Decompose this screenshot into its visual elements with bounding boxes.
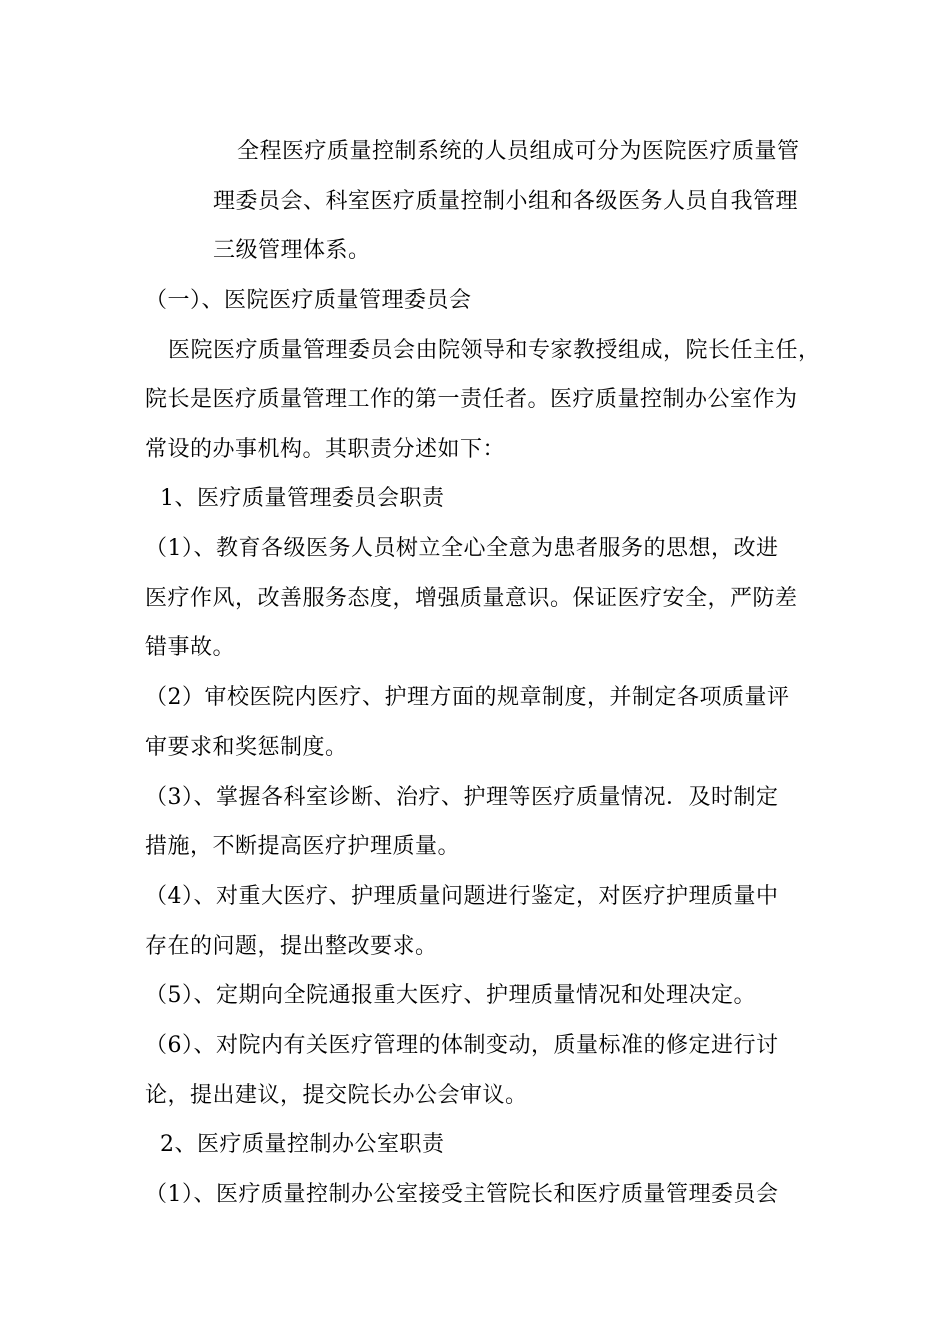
item-3-line-2: 措施，不断提高医疗护理质量。 [145,834,461,859]
item-6-line-1: （6）、对院内有关医疗管理的体制变动，质量标准的修定进行讨 [145,1033,779,1058]
section-1-para-line-3: 常设的办事机构。其职责分述如下： [145,437,506,462]
item-1-line-1: （1）、教育各级医务人员树立全心全意为患者服务的思想，改进 [145,536,779,561]
intro-line-2: 理委员会、科室医疗质量控制小组和各级医务人员自我管理 [213,189,799,214]
intro-line-1: 全程医疗质量控制系统的人员组成可分为医院医疗质量管 [237,139,800,164]
item-5-line-1: （5）、定期向全院通报重大医疗、护理质量情况和处理决定。 [145,983,756,1008]
item-2-1-line-1: （1）、医疗质量控制办公室接受主管院长和医疗质量管理委员会 [145,1182,779,1207]
section-1-para-line-1: 医院医疗质量管理委员会由院领导和专家教授组成，院长任主任， [168,338,821,363]
section-heading-1: （一）、医院医疗质量管理委员会 [145,288,472,313]
section-1-para-line-2: 院长是医疗质量管理工作的第一责任者。医疗质量控制办公室作为 [145,387,798,412]
item-1-line-2: 医疗作风，改善服务态度，增强质量意识。保证医疗安全，严防差 [145,586,798,611]
item-2-line-1: （2）审校医院内医疗、护理方面的规章制度，并制定各项质量评 [145,685,790,710]
subsection-heading-2: 2、医疗质量控制办公室职责 [160,1132,445,1157]
item-3-line-1: （3）、掌握各科室诊断、治疗、护理等医疗质量情况．及时制定 [145,785,779,810]
item-4-line-2: 存在的问题，提出整改要求。 [145,934,438,959]
item-2-line-2: 审要求和奖惩制度。 [145,735,348,760]
item-6-line-2: 论，提出建议，提交院长办公会审议。 [145,1083,528,1108]
item-1-line-3: 错事故。 [145,635,236,660]
subsection-heading-1: 1、医疗质量管理委员会职责 [160,486,445,511]
intro-line-3: 三级管理体系。 [213,238,371,263]
item-4-line-1: （4）、对重大医疗、护理质量问题进行鉴定，对医疗护理质量中 [145,884,779,909]
